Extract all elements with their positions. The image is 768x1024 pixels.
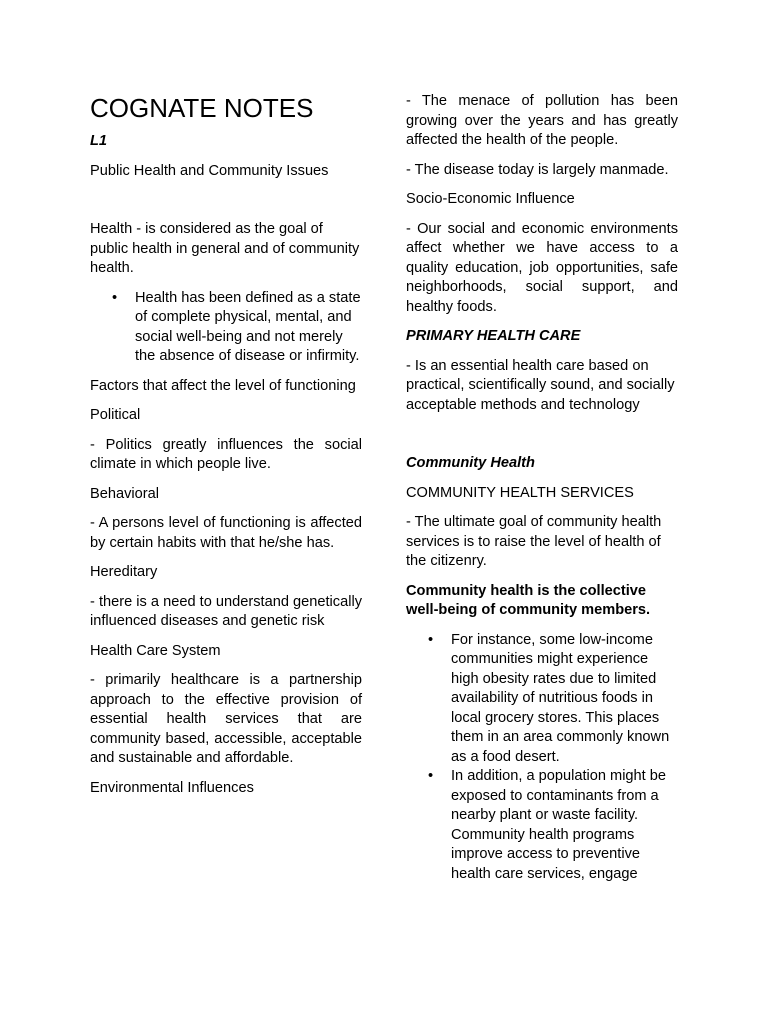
community-health-heading: Community Health <box>406 455 535 471</box>
bullet-icon: • <box>112 289 118 306</box>
community-health-bullet-list <box>406 631 678 885</box>
document-title: COGNATE NOTES <box>90 93 314 123</box>
socio-economic-text: - Our social and economic environments affect whether we have access to a quality education, job opportunities, safe neighborhoods, social support, and healthy foods. <box>406 220 678 315</box>
hereditary-heading: Hereditary <box>90 564 158 580</box>
manmade-text: - The disease today is largely manmade. <box>406 161 669 178</box>
behavioral-text: - A persons level of functioning is affected by certain habits with that he/she has. <box>90 515 362 551</box>
socio-economic-heading: Socio-Economic Influence <box>406 191 575 207</box>
right-column <box>406 92 678 894</box>
list-item <box>406 767 678 884</box>
topic-heading: Public Health and Community Issues <box>90 162 329 179</box>
hereditary-text: - there is a need to understand genetically influenced diseases and genetic risk <box>90 593 362 629</box>
health-care-system-heading: Health Care System <box>90 642 221 659</box>
political-text: - Politics greatly influences the social climate in which people live. <box>90 436 362 472</box>
list-item-text: Health has been defined as a state of complete physical, mental, and social well-being and not merely the absence of disease or infirmity. <box>135 289 361 364</box>
political-heading: Political <box>90 407 141 423</box>
health-care-system-text: - primarily healthcare is a partnership approach to the effective provision of essential health services that are community based, accessible, acceptable and sustainable and affordable. <box>90 672 362 766</box>
lesson-label: L1 <box>90 133 108 149</box>
behavioral-heading: Behavioral <box>90 485 159 502</box>
list-item <box>406 631 678 768</box>
left-column <box>90 92 362 808</box>
list-item <box>90 289 362 367</box>
community-health-services-text: - The ultimate goal of community health services is to raise the level of health of the citizenry. <box>406 514 662 569</box>
community-health-definition: Community health is the collective well-being of community members. <box>406 582 651 618</box>
environmental-heading: Environmental Influences <box>90 779 254 796</box>
health-bullet-list <box>90 289 362 367</box>
bullet-icon: • <box>428 631 434 648</box>
factors-heading: Factors that affect the level of functioning <box>90 377 356 394</box>
pollution-text: - The menace of pollution has been growing over the years and has greatly affected the health of the people. <box>406 93 678 148</box>
list-item-text: For instance, some low-income communities might experience high obesity rates due to limited availability of nutritious foods in local grocery stores. This places them in an area commonly known as a food desert. <box>451 631 670 765</box>
bullet-icon: • <box>428 768 434 784</box>
list-item-text: In addition, a population might be exposed to contaminants from a nearby plant or waste facility. Community health programs improve access to preventive health care services, engage <box>451 768 667 882</box>
blank-line <box>90 191 362 220</box>
health-definition: Health - is considered as the goal of public health in general and of community health. <box>90 221 360 276</box>
primary-health-care-heading: PRIMARY HEALTH CARE <box>406 328 581 344</box>
primary-health-care-text: - Is an essential health care based on practical, scientifically sound, and socially acceptable methods and technology <box>406 357 675 413</box>
blank-line <box>406 425 678 454</box>
community-health-services-heading: COMMUNITY HEALTH SERVICES <box>406 484 634 501</box>
